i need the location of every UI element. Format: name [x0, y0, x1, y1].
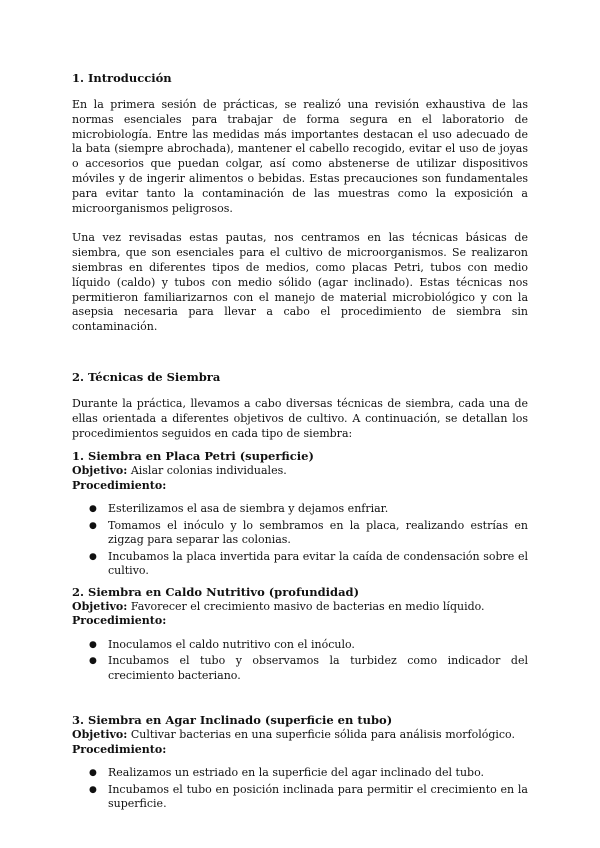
bullet-icon: ● — [89, 504, 97, 515]
intro-paragraph-1: En la primera sesión de prácticas, se realizó una revisión exhaustiva de las normas esenciales para trabajar de forma segura en el laboratorio de microbiología. Entre las medidas más importantes destacan el uso adecuado de la bata (siempre abrochada), mantener el cabello recogido, evitar el uso de joyas o accesorios que puedan colgar, así como abstenerse de utilizar dispositivos móviles y de ingerir alimentos o bebidas. Estas precauciones son fundamentales para evitar tanto la contaminación de las muestras como la exposición a microorganismos peligrosos. — [72, 98, 528, 215]
procedure-label: Procedimiento: — [72, 614, 167, 628]
objective-label: Objetivo: — [72, 464, 128, 478]
bullet-icon: ● — [89, 784, 97, 795]
list-item: ● Realizamos un estriado en la superficie del agar inclinado del tubo. — [89, 766, 485, 780]
techniques-intro: Durante la práctica, llevamos a cabo diversas técnicas de siembra, cada una de ellas orientada a diferentes objetivos de cultivo. A continuación, se detallan los procedimientos seguidos en cada tipo de siembra: — [72, 396, 528, 440]
intro-paragraph-2: Una vez revisadas estas pautas, nos centramos en las técnicas básicas de siembra, que son esenciales para el cultivo de microorganismos. Se realizaron siembras en diferentes tipos de medios, como placas Petri, tubos con medio líquido (caldo) y tubos con medio sólido (agar inclinado). Estas técnicas nos permitieron familiarizarnos con el manejo de material microbiológico y con la asepsia necesaria para llevar a cabo el procedimiento de siembra sin contaminación. — [72, 231, 528, 334]
list-item: ● Incubamos el tubo en posición inclinada para permitir el crecimiento en la superficie. — [89, 782, 528, 811]
technique-3 — [72, 713, 528, 812]
procedure-label: Procedimiento: — [72, 742, 167, 756]
objective-text: Aislar colonias individuales. — [130, 464, 287, 478]
list-item: ● Inoculamos el caldo nutritivo con el inóculo. — [89, 637, 355, 651]
technique-2-steps — [72, 638, 528, 684]
list-item: ● Esterilizamos el asa de siembra y dejamos enfriar. — [89, 502, 389, 516]
technique-1-objective — [72, 464, 528, 479]
techniques-heading: 2. Técnicas de Siembra — [72, 369, 221, 384]
bullet-icon: ● — [89, 639, 97, 650]
intro-heading: 1. Introducción — [72, 71, 172, 85]
list-item: ● Incubamos el tubo y observamos la turbidez como indicador del crecimiento bacteriano. — [89, 654, 528, 682]
list-item: ● Incubamos la placa invertida para evitar la caída de condensación sobre el cultivo. — [89, 549, 528, 578]
technique-3-steps — [72, 766, 528, 812]
objective-text: Favorecer el crecimiento masivo de bacterias en medio líquido. — [130, 599, 485, 613]
technique-2-objective — [72, 600, 528, 615]
technique-1 — [72, 449, 528, 579]
objective-text: Cultivar bacterias en una superficie sólida para análisis morfológico. — [130, 728, 515, 742]
bullet-icon: ● — [89, 551, 97, 562]
technique-2 — [72, 585, 528, 684]
technique-3-objective — [72, 728, 528, 743]
bullet-icon: ● — [89, 656, 97, 667]
technique-3-title: 3. Siembra en Agar Inclinado (superficie en tubo) — [72, 713, 393, 728]
objective-label: Objetivo: — [72, 728, 128, 742]
bullet-icon: ● — [89, 520, 97, 531]
document-page — [72, 70, 528, 814]
technique-2-title: 2. Siembra en Caldo Nutritivo (profundidad) — [72, 584, 360, 599]
technique-1-title: 1. Siembra en Placa Petri (superficie) — [72, 449, 314, 464]
procedure-label: Procedimiento: — [72, 478, 167, 492]
bullet-icon: ● — [89, 768, 97, 779]
list-item: ● Tomamos el inóculo y lo sembramos en la placa, realizando estrías en zigzag para separar las colonias. — [89, 518, 528, 547]
technique-1-steps — [72, 502, 528, 579]
objective-label: Objetivo: — [72, 599, 128, 613]
